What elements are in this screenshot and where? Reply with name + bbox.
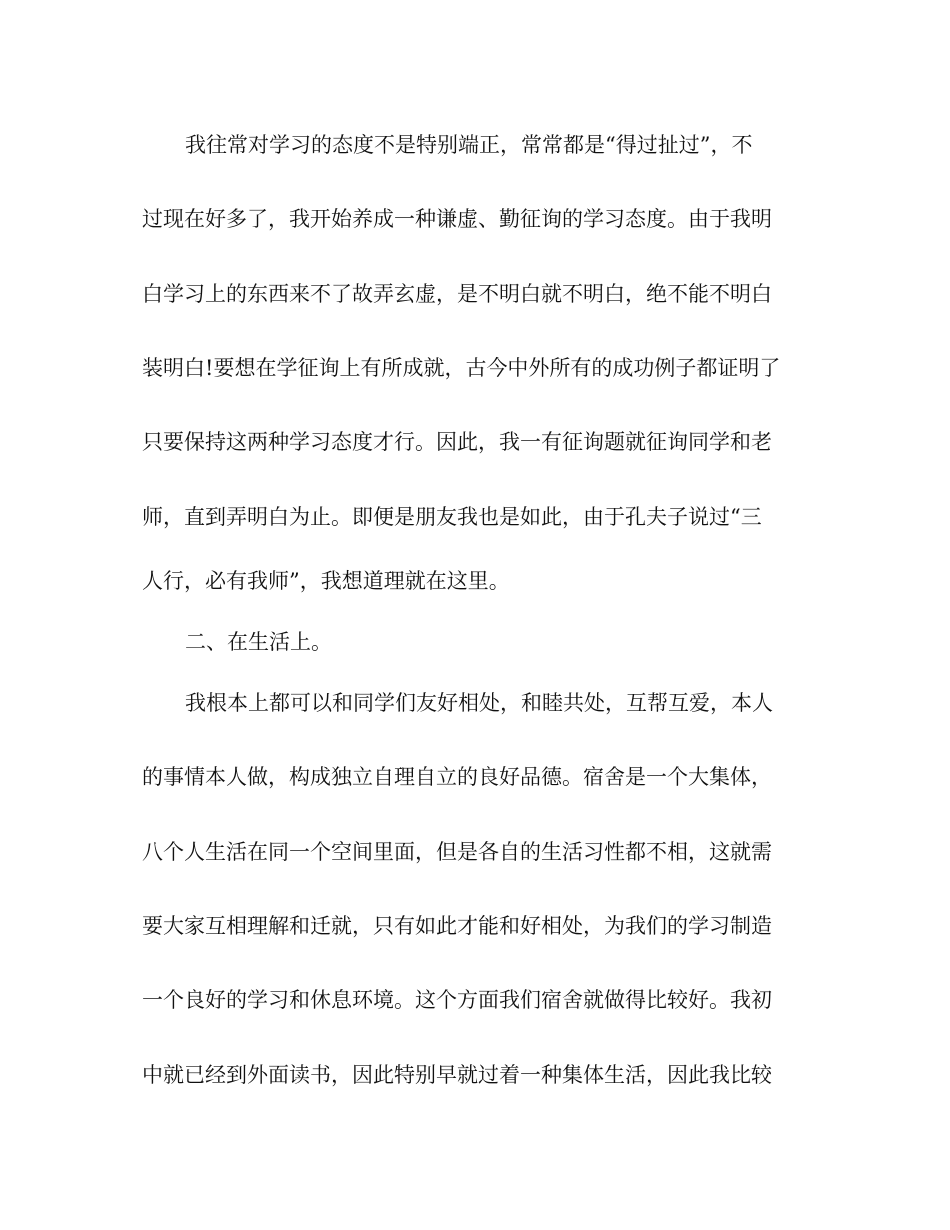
paragraph-3-line-6: 中就已经到外面读书，因此特别早就过着一种集体生活，因此我比较 xyxy=(142,1063,772,1087)
paragraph-1-line-2: 过现在好多了，我开始养成一种谦虚、勤征询的学习态度。由于我明 xyxy=(142,207,772,231)
paragraph-1-line-6: 师，直到弄明白为止。即便是朋友我也是如此，由于孔夫子说过“三 xyxy=(142,505,762,529)
paragraph-1-line-4: 装明白!要想在学征询上有所成就，古今中外所有的成功例子都证明了 xyxy=(142,356,781,380)
paragraph-1-line-3: 白学习上的东西来不了故弄玄虚，是不明白就不明白，绝不能不明白 xyxy=(142,282,772,306)
paragraph-1-line-1: 我往常对学习的态度不是特别端正，常常都是“得过扯过”，不 xyxy=(185,133,753,157)
paragraph-3-line-2: 的事情本人做，构成独立自理自立的良好品德。宿舍是一个大集体， xyxy=(142,765,772,789)
paragraph-3-line-1: 我根本上都可以和同学们友好相处，和睦共处，互帮互爱，本人 xyxy=(185,691,773,715)
paragraph-3-line-4: 要大家互相理解和迁就，只有如此才能和好相处，为我们的学习制造 xyxy=(142,914,772,938)
paragraph-1-line-5: 只要保持这两种学习态度才行。因此，我一有征询题就征询同学和老 xyxy=(142,430,772,454)
section-heading-life: 二、在生活上。 xyxy=(185,630,332,654)
paragraph-3-line-3: 八个人生活在同一个空间里面，但是各自的生活习性都不相，这就需 xyxy=(142,840,772,864)
paragraph-3-line-5: 一个良好的学习和休息环境。这个方面我们宿舍就做得比较好。我初 xyxy=(142,988,772,1012)
paragraph-1-line-7: 人行，必有我师”，我想道理就在这里。 xyxy=(142,569,510,593)
